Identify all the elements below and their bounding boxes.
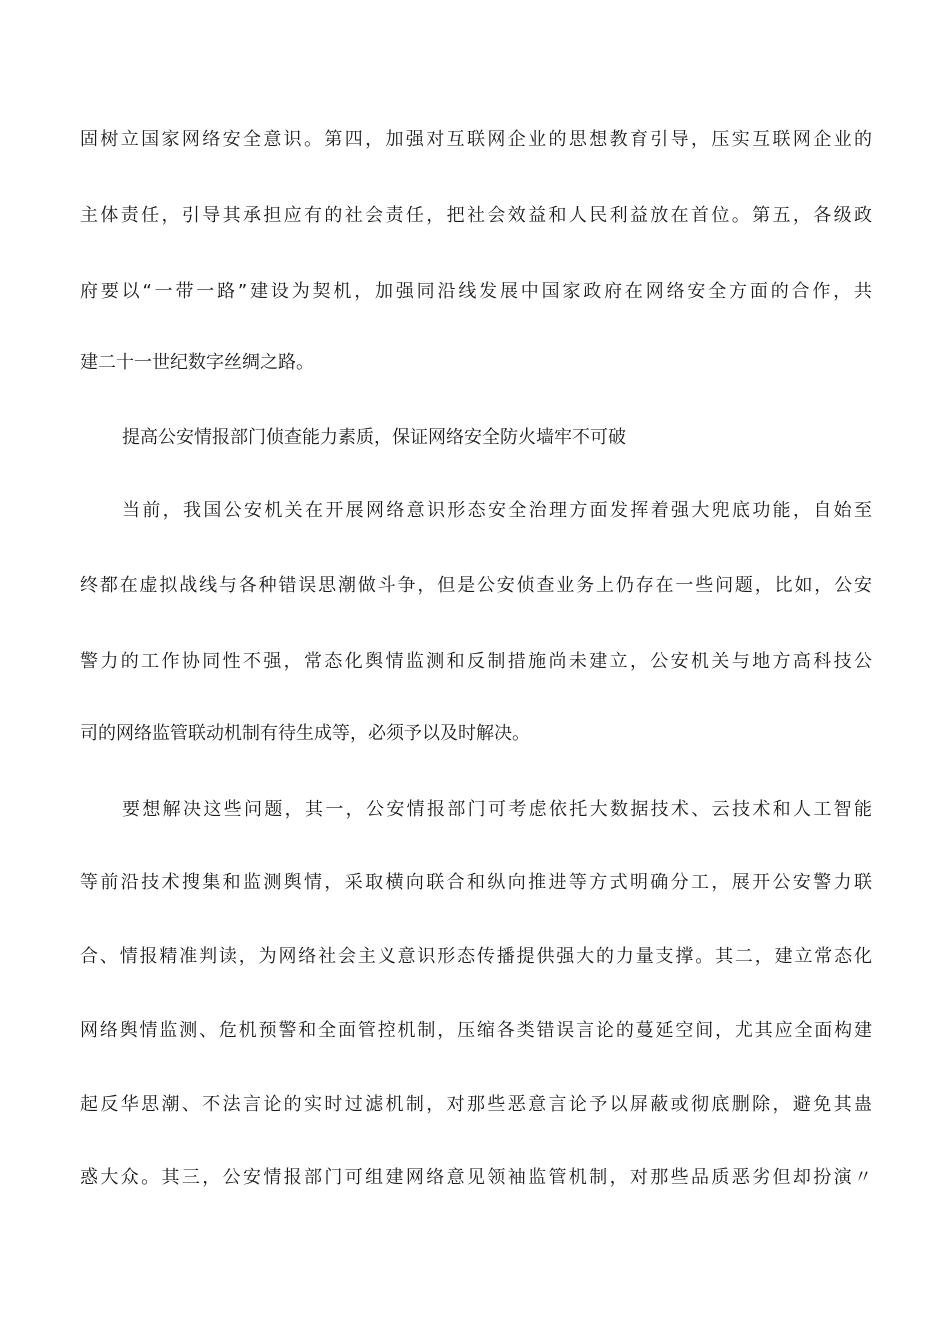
paragraph-line: 主体责任，引导其承担应有的社会责任，把社会效益和人民利益放在首位。第五，各级政 xyxy=(80,205,872,226)
paragraph-line: 固树立国家网络安全意识。第四，加强对互联网企业的思想教育引导，压实互联网企业的 xyxy=(80,129,872,150)
paragraph-line: 要想解决这些问题，其一，公安情报部门可考虑依托大数据技术、云技术和人工智能 xyxy=(122,799,872,820)
paragraph-line: 建二十一世纪数字丝绸之路。 xyxy=(80,352,314,373)
paragraph-line: 终都在虚拟战线与各种错误思潮做斗争，但是公安侦查业务上仍存在一些问题，比如，公安 xyxy=(80,575,872,596)
paragraph-line: 府要以“一带一路”建设为契机，加强同沿线发展中国家政府在网络安全方面的合作，共 xyxy=(80,281,872,302)
paragraph-line: 司的网络监管联动机制有待生成等，必须予以及时解决。 xyxy=(80,723,530,744)
paragraph-line: 网络舆情监测、危机预警和全面管控机制，压缩各类错误言论的蔓延空间，尤其应全面构建 xyxy=(80,1020,872,1041)
paragraph-line: 警力的工作协同性不强，常态化舆情监测和反制措施尚未建立，公安机关与地方高科技公 xyxy=(80,651,872,672)
paragraph-line: 起反华思潮、不法言论的实时过滤机制，对那些恶意言论予以屏蔽或彻底删除，避免其蛊 xyxy=(80,1094,872,1115)
paragraph-line: 合、情报精准判读，为网络社会主义意识形态传播提供强大的力量支撑。其二，建立常态化 xyxy=(80,946,872,967)
section-heading: 提高公安情报部门侦查能力素质，保证网络安全防火墙牢不可破 xyxy=(122,427,626,448)
paragraph-line: 当前，我国公安机关在开展网络意识形态安全治理方面发挥着强大兜底功能，自始至 xyxy=(122,500,872,521)
paragraph-line: 等前沿技术搜集和监测舆情，采取横向联合和纵向推进等方式明确分工，展开公安警力联 xyxy=(80,872,872,893)
paragraph-line: 惑大众。其三，公安情报部门可组建网络意见领袖监管机制，对那些品质恶劣但却扮演〃 xyxy=(80,1167,872,1188)
